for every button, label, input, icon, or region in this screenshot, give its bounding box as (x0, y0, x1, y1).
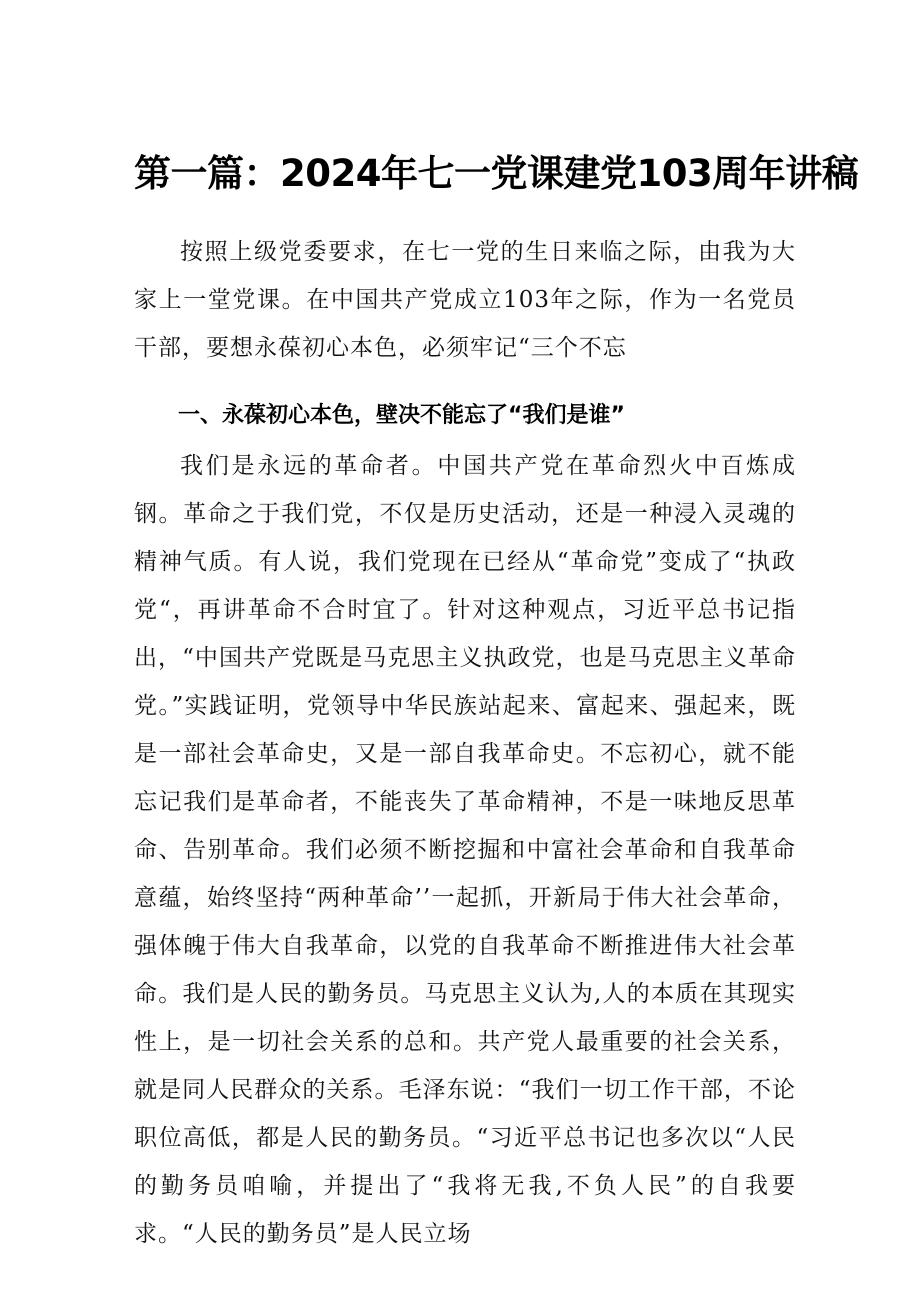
body-paragraph: 我们是永远的革命者。中国共产党在革命烈火中百炼成钢。革命之于我们党，不仅是历史活动，还是一种浸入灵魂的精神气质。有人说，我们党现在已经从“革命党”变成了“执政党“，再讲革命不合时宜了。针对这种观点，习近平总书记指出，“中国共产党既是马克思主义执政党，也是马克思主义革命党。”实践证明，党领导中华民族站起来、富起来、强起来，既是一部社会革命史，又是一部自我革命史。不忘初心，就不能忘记我们是革命者，不能丧失了革命精神，不是一味地反思革命、告别革命。我们必须不断挖掘和中富社会革命和自我革命意蕴，始终坚持“两种革命’’一起抓，开新局于伟大社会革命，强体魄于伟大自我革命，以党的自我革命不断推进伟大社会革命。我们是人民的勤务员。马克思主义认为,人的本质在其现实性上，是一切社会关系的总和。共产党人最重要的社会关系，就是同人民群众的关系。毛泽东说：“我们一切工作干部，不论职位高低，都是人民的勤务员。“习近平总书记也多次以“人民的勤务员咱喻，并提出了“我将无我,不负人民”的自我要求。“人民的勤务员”是人民立场 (134, 453, 796, 1247)
document-title: 第一篇：2024年七一党课建党103周年讲稿 (134, 152, 859, 195)
intro-paragraph: 按照上级党委要求，在七一党的生日来临之际，由我为大家上一堂党课。在中国共产党成立103年之际，作为一名党员干部，要想永葆初心本色，必须牢记“三个不忘 (134, 239, 796, 361)
section-heading: 一、永葆初心本色，壁决不能忘了“我们是谁” (178, 403, 625, 428)
